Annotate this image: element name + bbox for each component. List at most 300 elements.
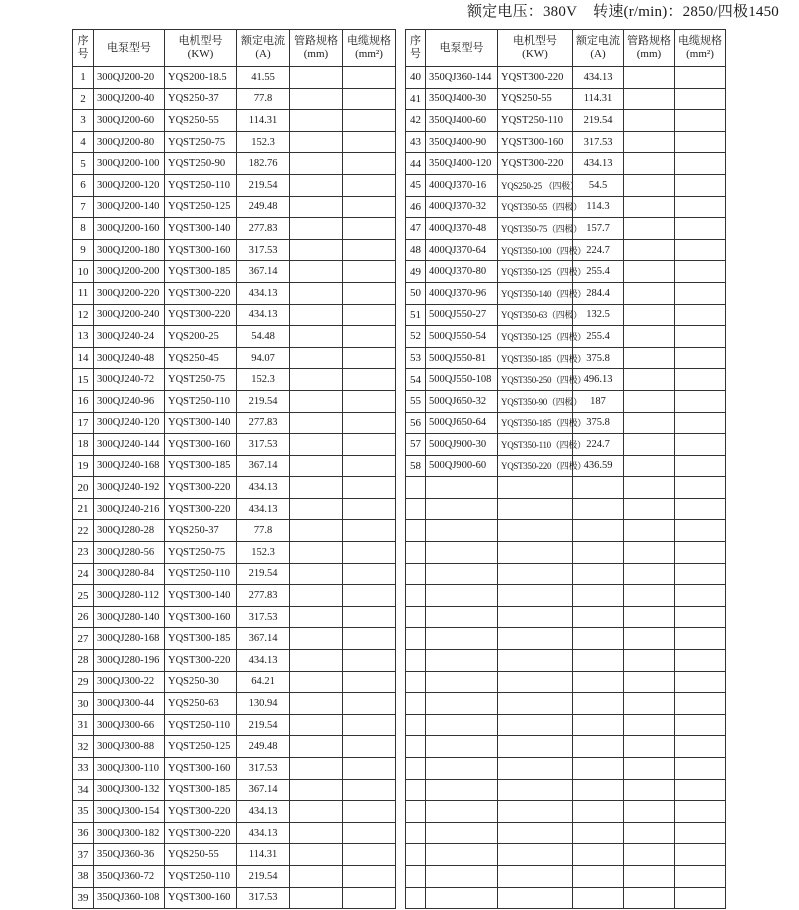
pump-model-cell: 300QJ240-120 [94, 412, 165, 434]
row-number-cell: 11 [73, 282, 94, 304]
rated-current-cell: 114.3 [573, 196, 624, 218]
cable-spec-cell [675, 844, 726, 866]
pipe-spec-cell [290, 455, 343, 477]
motor-model-cell: YQST350-185（四极） [498, 412, 573, 434]
row-number-cell: 24 [73, 563, 94, 585]
rated-current-cell [573, 822, 624, 844]
speed-value: 2850/四极1450 [682, 4, 779, 20]
motor-model-cell: YQST350-125（四极） [498, 261, 573, 283]
cable-spec-cell [343, 390, 396, 412]
table-row [73, 865, 396, 887]
pipe-spec-cell [624, 282, 675, 304]
cable-spec-cell [675, 758, 726, 780]
pump-model-cell: 400QJ370-16 [426, 174, 498, 196]
col-header-motor-model: 电机型号 (KW) [498, 30, 573, 67]
col-header-motor-model: 电机型号 (KW) [165, 30, 237, 67]
pump-model-cell: 300QJ200-160 [94, 218, 165, 240]
pump-model-cell: 300QJ300-132 [94, 779, 165, 801]
rated-current-cell: 317.53 [237, 606, 290, 628]
motor-model-cell: YQST300-160 [498, 131, 573, 153]
cable-spec-cell [675, 412, 726, 434]
cable-spec-cell [343, 585, 396, 607]
cable-spec-cell [343, 801, 396, 823]
pump-model-cell: 300QJ200-100 [94, 153, 165, 175]
pipe-spec-cell [624, 477, 675, 499]
row-number-cell: 39 [73, 887, 94, 909]
cable-spec-cell [675, 455, 726, 477]
row-number-cell: 5 [73, 153, 94, 175]
cable-spec-cell [675, 196, 726, 218]
motor-model-cell: YQST350-185（四极） [498, 347, 573, 369]
rated-current-cell: 219.54 [237, 390, 290, 412]
rated-current-cell: 114.31 [237, 110, 290, 132]
motor-model-cell: YQST300-160 [165, 758, 237, 780]
row-number-cell: 1 [73, 67, 94, 89]
table-row [406, 758, 726, 780]
cable-spec-cell [343, 822, 396, 844]
cable-spec-cell [675, 671, 726, 693]
pipe-spec-cell [624, 585, 675, 607]
table-row [406, 779, 726, 801]
motor-model-cell: YQST250-75 [165, 131, 237, 153]
pipe-spec-cell [624, 239, 675, 261]
cable-spec-cell [343, 131, 396, 153]
table-row [73, 844, 396, 866]
pump-model-cell [426, 714, 498, 736]
voltage-label: 额定电压： [466, 4, 543, 20]
table-row [73, 88, 396, 110]
rated-current-cell [573, 758, 624, 780]
pipe-spec-cell [290, 844, 343, 866]
table-row [406, 304, 726, 326]
table-row [73, 758, 396, 780]
row-number-cell [406, 585, 426, 607]
cable-spec-cell [343, 412, 396, 434]
table-row [406, 585, 726, 607]
cable-spec-cell [343, 520, 396, 542]
pipe-spec-cell [624, 153, 675, 175]
row-number-cell: 27 [73, 628, 94, 650]
motor-model-cell: YQST250-125 [165, 736, 237, 758]
pipe-spec-cell [290, 131, 343, 153]
rated-current-cell: 182.76 [237, 153, 290, 175]
pump-model-cell [426, 758, 498, 780]
cable-spec-cell [675, 714, 726, 736]
pipe-spec-cell [624, 498, 675, 520]
rated-current-cell: 114.31 [237, 844, 290, 866]
pipe-spec-cell [624, 218, 675, 240]
cable-spec-cell [343, 218, 396, 240]
pump-model-cell: 300QJ200-200 [94, 261, 165, 283]
pump-model-cell: 400QJ370-48 [426, 218, 498, 240]
pipe-spec-cell [290, 628, 343, 650]
pipe-spec-cell [290, 520, 343, 542]
pump-model-cell [426, 477, 498, 499]
row-number-cell [406, 498, 426, 520]
motor-model-cell: YQST300-220 [165, 498, 237, 520]
table-row [73, 606, 396, 628]
pump-model-cell: 300QJ200-220 [94, 282, 165, 304]
rated-current-cell [573, 801, 624, 823]
rated-current-cell: 317.53 [237, 434, 290, 456]
pipe-spec-cell [290, 239, 343, 261]
rated-current-cell: 64.21 [237, 671, 290, 693]
table-row [73, 326, 396, 348]
pipe-spec-cell [290, 174, 343, 196]
pipe-spec-cell [290, 563, 343, 585]
rated-current-cell: 434.13 [573, 153, 624, 175]
pump-model-cell: 350QJ360-36 [94, 844, 165, 866]
pump-model-cell: 300QJ240-48 [94, 347, 165, 369]
pump-model-cell: 350QJ360-72 [94, 865, 165, 887]
motor-model-cell: YQST300-220 [498, 67, 573, 89]
rated-current-cell: 255.4 [573, 261, 624, 283]
rated-current-cell: 284.4 [573, 282, 624, 304]
pump-model-cell: 300QJ200-20 [94, 67, 165, 89]
rated-current-cell: 77.8 [237, 88, 290, 110]
pipe-spec-cell [290, 67, 343, 89]
cable-spec-cell [343, 153, 396, 175]
cable-spec-cell [343, 477, 396, 499]
cable-spec-cell [343, 865, 396, 887]
cable-spec-cell [675, 887, 726, 909]
pipe-spec-cell [624, 434, 675, 456]
table-row [406, 196, 726, 218]
motor-model-cell [498, 606, 573, 628]
motor-model-cell [498, 801, 573, 823]
pump-model-cell [426, 779, 498, 801]
rated-current-cell: 375.8 [573, 347, 624, 369]
pump-model-cell: 300QJ300-154 [94, 801, 165, 823]
cable-spec-cell [343, 347, 396, 369]
cable-spec-cell [675, 369, 726, 391]
motor-model-cell: YQST250-110 [498, 110, 573, 132]
row-number-cell: 57 [406, 434, 426, 456]
motor-model-cell [498, 779, 573, 801]
pipe-spec-cell [624, 693, 675, 715]
rated-current-cell [573, 779, 624, 801]
rated-current-cell: 434.13 [237, 282, 290, 304]
pump-model-cell: 400QJ370-80 [426, 261, 498, 283]
rated-current-cell [573, 606, 624, 628]
cable-spec-cell [675, 520, 726, 542]
motor-model-cell: YQST250-75 [165, 542, 237, 564]
table-row [73, 887, 396, 909]
cable-spec-cell [675, 347, 726, 369]
rated-current-cell: 152.3 [237, 369, 290, 391]
cable-spec-cell [675, 326, 726, 348]
cable-spec-cell [343, 455, 396, 477]
pipe-spec-cell [624, 865, 675, 887]
cable-spec-cell [675, 779, 726, 801]
motor-model-cell [498, 865, 573, 887]
pump-model-cell: 300QJ280-168 [94, 628, 165, 650]
motor-model-cell: YQST250-110 [165, 865, 237, 887]
cable-spec-cell [675, 390, 726, 412]
row-number-cell [406, 758, 426, 780]
rated-current-cell [573, 498, 624, 520]
cable-spec-cell [343, 606, 396, 628]
col-header-no: 序 号 [73, 30, 94, 67]
cable-spec-cell [343, 628, 396, 650]
pipe-spec-cell [624, 304, 675, 326]
motor-model-cell: YQS250-30 [165, 671, 237, 693]
pump-model-cell: 400QJ370-96 [426, 282, 498, 304]
pipe-spec-cell [624, 88, 675, 110]
cable-spec-cell [675, 88, 726, 110]
pipe-spec-cell [624, 628, 675, 650]
spec-header [467, 2, 779, 22]
table-row [406, 542, 726, 564]
cable-spec-cell [343, 369, 396, 391]
row-number-cell: 23 [73, 542, 94, 564]
rated-current-cell: 317.53 [237, 239, 290, 261]
pump-model-cell [426, 865, 498, 887]
row-number-cell: 10 [73, 261, 94, 283]
rated-current-cell: 434.13 [237, 822, 290, 844]
row-number-cell: 28 [73, 650, 94, 672]
row-number-cell: 6 [73, 174, 94, 196]
table-row [406, 218, 726, 240]
rated-current-cell: 277.83 [237, 412, 290, 434]
table-row [406, 606, 726, 628]
pump-model-cell [426, 736, 498, 758]
motor-model-cell: YQST300-160 [165, 887, 237, 909]
motor-model-cell: YQST300-220 [165, 282, 237, 304]
cable-spec-cell [675, 67, 726, 89]
table-row [406, 347, 726, 369]
motor-model-cell: YQST300-220 [498, 153, 573, 175]
motor-model-cell: YQST350-90（四极） [498, 390, 573, 412]
cable-spec-cell [343, 67, 396, 89]
cable-spec-cell [675, 650, 726, 672]
row-number-cell: 53 [406, 347, 426, 369]
row-number-cell: 44 [406, 153, 426, 175]
motor-model-cell: YQST250-90 [165, 153, 237, 175]
row-number-cell: 55 [406, 390, 426, 412]
motor-model-cell: YQST300-220 [165, 477, 237, 499]
row-number-cell: 20 [73, 477, 94, 499]
row-number-cell [406, 542, 426, 564]
motor-model-cell: YQST350-125（四极） [498, 326, 573, 348]
cable-spec-cell [675, 110, 726, 132]
motor-model-cell: YQST250-125 [165, 196, 237, 218]
rated-current-cell [573, 520, 624, 542]
motor-model-cell [498, 844, 573, 866]
table-row [73, 131, 396, 153]
motor-model-cell: YQST300-220 [165, 304, 237, 326]
motor-model-cell: YQS200-25 [165, 326, 237, 348]
pipe-spec-cell [290, 390, 343, 412]
pump-model-cell: 350QJ400-30 [426, 88, 498, 110]
row-number-cell [406, 801, 426, 823]
row-number-cell: 49 [406, 261, 426, 283]
rated-current-cell: 496.13 [573, 369, 624, 391]
pipe-spec-cell [624, 369, 675, 391]
voltage-value: 380V [542, 4, 578, 20]
rated-current-cell: 77.8 [237, 520, 290, 542]
pipe-spec-cell [290, 110, 343, 132]
cable-spec-cell [675, 865, 726, 887]
table-row [406, 520, 726, 542]
pipe-spec-cell [290, 736, 343, 758]
pipe-spec-cell [290, 498, 343, 520]
motor-model-cell: YQST300-185 [165, 455, 237, 477]
rated-current-cell: 219.54 [237, 174, 290, 196]
pump-model-cell [426, 628, 498, 650]
pump-model-cell: 500QJ550-108 [426, 369, 498, 391]
pipe-spec-cell [624, 261, 675, 283]
rated-current-cell: 317.53 [237, 887, 290, 909]
pump-model-cell: 400QJ370-64 [426, 239, 498, 261]
table-row [73, 174, 396, 196]
pipe-spec-cell [624, 779, 675, 801]
pump-model-cell: 300QJ300-110 [94, 758, 165, 780]
cable-spec-cell [343, 693, 396, 715]
table-row [406, 844, 726, 866]
table-header-row [406, 30, 726, 67]
rated-current-cell: 367.14 [237, 628, 290, 650]
row-number-cell: 17 [73, 412, 94, 434]
table-row [73, 304, 396, 326]
pump-model-cell: 300QJ200-180 [94, 239, 165, 261]
pipe-spec-cell [290, 153, 343, 175]
row-number-cell: 13 [73, 326, 94, 348]
table-row [406, 693, 726, 715]
row-number-cell: 4 [73, 131, 94, 153]
motor-model-cell [498, 822, 573, 844]
pipe-spec-cell [624, 650, 675, 672]
row-number-cell: 8 [73, 218, 94, 240]
row-number-cell [406, 736, 426, 758]
cable-spec-cell [343, 261, 396, 283]
row-number-cell: 56 [406, 412, 426, 434]
motor-model-cell: YQST300-160 [165, 239, 237, 261]
rated-current-cell: 375.8 [573, 412, 624, 434]
table-row [406, 822, 726, 844]
table-row [73, 671, 396, 693]
pump-model-cell: 300QJ200-40 [94, 88, 165, 110]
row-number-cell: 34 [73, 779, 94, 801]
cable-spec-cell [343, 434, 396, 456]
row-number-cell [406, 520, 426, 542]
row-number-cell: 46 [406, 196, 426, 218]
pump-model-cell: 300QJ300-44 [94, 693, 165, 715]
rated-current-cell: 224.7 [573, 434, 624, 456]
row-number-cell: 19 [73, 455, 94, 477]
motor-model-cell: YQS250-63 [165, 693, 237, 715]
motor-model-cell: YQST250-110 [165, 390, 237, 412]
motor-model-cell: YQS250-25 （四极） [498, 174, 573, 196]
rated-current-cell [573, 736, 624, 758]
rated-current-cell: 434.13 [573, 67, 624, 89]
motor-model-cell: YQS250-55 [498, 88, 573, 110]
rated-current-cell [573, 585, 624, 607]
cable-spec-cell [675, 606, 726, 628]
motor-model-cell [498, 887, 573, 909]
pump-model-cell: 350QJ360-144 [426, 67, 498, 89]
pipe-spec-cell [290, 865, 343, 887]
pump-model-cell [426, 693, 498, 715]
motor-model-cell [498, 498, 573, 520]
rated-current-cell: 132.5 [573, 304, 624, 326]
rated-current-cell: 249.48 [237, 736, 290, 758]
cable-spec-cell [675, 174, 726, 196]
table-row [406, 736, 726, 758]
motor-model-cell: YQST300-140 [165, 585, 237, 607]
pump-model-cell [426, 844, 498, 866]
cable-spec-cell [675, 628, 726, 650]
table-row [73, 261, 396, 283]
rated-current-cell: 434.13 [237, 477, 290, 499]
row-number-cell [406, 779, 426, 801]
table-row [406, 326, 726, 348]
motor-model-cell: YQST300-140 [165, 218, 237, 240]
rated-current-cell [573, 542, 624, 564]
row-number-cell [406, 628, 426, 650]
pipe-spec-cell [290, 304, 343, 326]
pump-model-cell: 300QJ300-182 [94, 822, 165, 844]
pump-model-cell [426, 887, 498, 909]
pipe-spec-cell [290, 412, 343, 434]
row-number-cell: 26 [73, 606, 94, 628]
motor-model-cell: YQST350-220（四极） [498, 455, 573, 477]
pump-model-cell: 300QJ240-24 [94, 326, 165, 348]
cable-spec-cell [675, 218, 726, 240]
col-header-no: 序 号 [406, 30, 426, 67]
pump-model-cell [426, 520, 498, 542]
pump-model-cell [426, 563, 498, 585]
rated-current-cell [573, 628, 624, 650]
motor-model-cell: YQST250-110 [165, 714, 237, 736]
rated-current-cell [573, 887, 624, 909]
row-number-cell: 47 [406, 218, 426, 240]
pipe-spec-cell [624, 606, 675, 628]
table-row [73, 434, 396, 456]
motor-model-cell: YQST300-160 [165, 434, 237, 456]
rated-current-cell: 157.7 [573, 218, 624, 240]
motor-model-cell [498, 563, 573, 585]
row-number-cell: 40 [406, 67, 426, 89]
rated-current-cell: 219.54 [237, 865, 290, 887]
cable-spec-cell [675, 131, 726, 153]
row-number-cell [406, 693, 426, 715]
row-number-cell: 50 [406, 282, 426, 304]
pipe-spec-cell [290, 779, 343, 801]
cable-spec-cell [675, 801, 726, 823]
pipe-spec-cell [290, 650, 343, 672]
pump-model-cell: 500QJ550-54 [426, 326, 498, 348]
pipe-spec-cell [624, 520, 675, 542]
row-number-cell: 14 [73, 347, 94, 369]
table-row [73, 477, 396, 499]
cable-spec-cell [343, 736, 396, 758]
pump-model-cell: 500QJ550-81 [426, 347, 498, 369]
table-row [73, 628, 396, 650]
cable-spec-cell [675, 434, 726, 456]
row-number-cell: 51 [406, 304, 426, 326]
pump-spec-table-left [72, 29, 396, 909]
row-number-cell: 36 [73, 822, 94, 844]
rated-current-cell: 224.7 [573, 239, 624, 261]
row-number-cell: 52 [406, 326, 426, 348]
pump-model-cell: 300QJ300-22 [94, 671, 165, 693]
pump-model-cell: 300QJ240-144 [94, 434, 165, 456]
col-header-pipe-spec: 管路规格 (mm) [290, 30, 343, 67]
pump-model-cell: 500QJ650-64 [426, 412, 498, 434]
pump-spec-table-right [405, 29, 726, 909]
motor-model-cell [498, 628, 573, 650]
